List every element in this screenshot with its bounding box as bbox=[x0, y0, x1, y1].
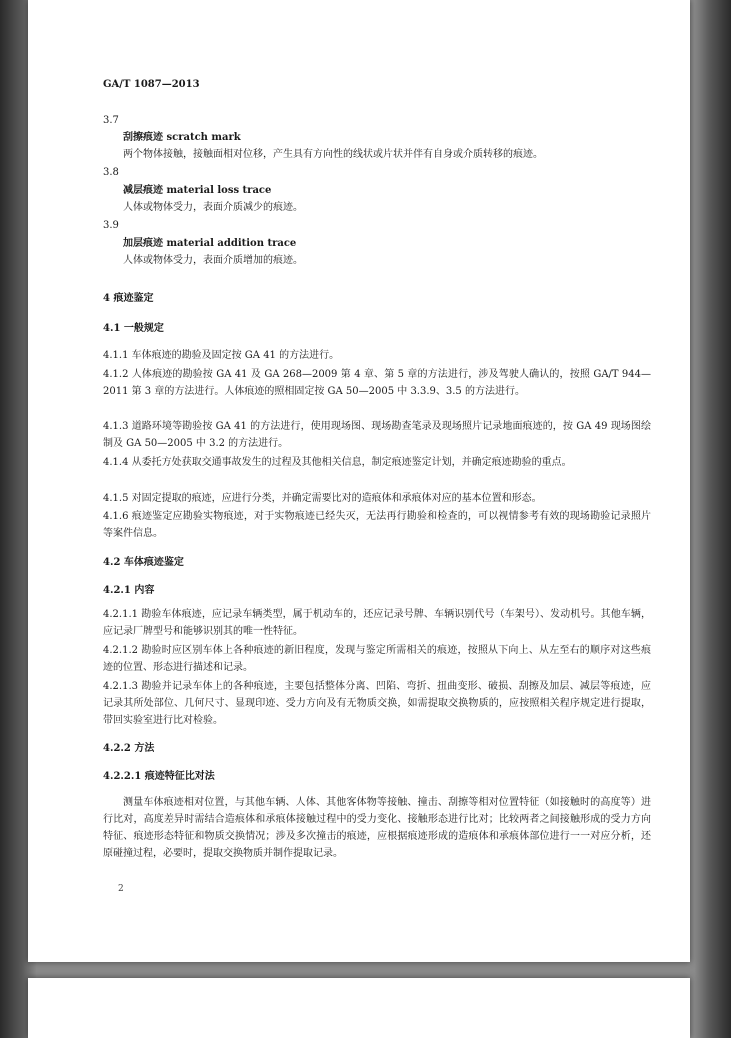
def-3-9-desc: 人体或物体受力，表面介质增加的痕迹。 bbox=[123, 255, 303, 266]
section-4-2-2-heading: 4.2.2 方法 bbox=[103, 743, 155, 754]
section-4-2-1-heading: 4.2.1 内容 bbox=[103, 585, 155, 596]
def-3-7-number: 3.7 bbox=[103, 115, 119, 126]
clause-4-1-6: 4.1.6 痕迹鉴定应勘验实物痕迹，对于实物痕迹已经失灭，无法再行勘验和检查的，可以视情参考有效的现场勘验记录照片等案件信息。 bbox=[103, 511, 651, 539]
clause-4-2-1-1: 4.2.1.1 勘验车体痕迹，应记录车辆类型，属于机动车的，还应记录号牌、车辆识别代号（车架号）、发动机号。其他车辆，应记录厂牌型号和能够识别其的唯一性特征。 bbox=[103, 609, 651, 637]
clause-4-1-1: 4.1.1 车体痕迹的勘验及固定按 GA 41 的方法进行。 bbox=[103, 350, 340, 361]
clause-4-2-1-2: 4.2.1.2 勘验时应区别车体上各种痕迹的新旧程度，发现与鉴定所需相关的痕迹，按照从下向上、从左至右的顺序对这些痕迹的位置、形态进行描述和记录。 bbox=[103, 645, 651, 673]
section-4-heading: 4 痕迹鉴定 bbox=[103, 293, 154, 304]
def-3-9-number: 3.9 bbox=[103, 220, 119, 231]
section-4-2-heading: 4.2 车体痕迹鉴定 bbox=[103, 557, 184, 568]
clause-4-2-1-3: 4.2.1.3 勘验并记录车体上的各种痕迹，主要包括整体分离、凹陷、弯折、扭曲变形、破损、刮擦及加层、减层等痕迹，应记录其所处部位、几何尺寸、显现印迹、受力方向及有无物质交换，如需提取交换物质的，应按照相关程序规定进行提取，带回实验室进行比对检验。 bbox=[103, 681, 651, 726]
clause-4-1-5: 4.1.5 对固定提取的痕迹，应进行分类，并确定需要比对的造痕体和承痕体对应的基本位置和形态。 bbox=[103, 493, 542, 504]
clause-4-1-4: 4.1.4 从委托方处获取交通事故发生的过程及其他相关信息，制定痕迹鉴定计划，并确定痕迹勘验的重点。 bbox=[103, 457, 572, 468]
section-4-1-heading: 4.1 一般规定 bbox=[103, 323, 164, 334]
document-header: GA/T 1087—2013 bbox=[103, 79, 200, 90]
document-page bbox=[28, 0, 690, 962]
clause-4-1-2: 4.1.2 人体痕迹的勘验按 GA 41 及 GA 268—2009 第 4 章、第 5 章的方法进行，涉及驾驶人确认的，按照 GA/T 944—2011 第 3 章的方法进行。人体痕迹的照相固定按 GA 50—2005 中 3.3.9、3.5 的方法进行。 bbox=[103, 369, 651, 397]
def-3-7-term: 刮擦痕迹 scratch mark bbox=[123, 132, 241, 143]
def-3-8-desc: 人体或物体受力，表面介质减少的痕迹。 bbox=[123, 202, 303, 213]
method-paragraph: 测量车体痕迹相对位置，与其他车辆、人体、其他客体物等接触、撞击、刮擦等相对位置特征（如接触时的高度等）进行比对，高度差异时需结合造痕体和承痕体接触过程中的受力变化、接触形态进行比对；比较两者之间接触形成的受力方向特征、痕迹形态特征和物质交换情况；涉及多次撞击的痕迹，应根据痕迹形成的造痕体和承痕体部位进行一一对应分析，还原碰撞过程，必要时，提取交换物质并制作提取记录。 bbox=[103, 797, 651, 859]
section-4-2-2-1-heading: 4.2.2.1 痕迹特征比对法 bbox=[103, 771, 215, 782]
def-3-9-term: 加层痕迹 material addition trace bbox=[123, 238, 297, 249]
next-page-edge bbox=[28, 978, 690, 1038]
page-number: 2 bbox=[118, 884, 124, 894]
def-3-8-number: 3.8 bbox=[103, 167, 119, 178]
clause-4-1-3: 4.1.3 道路环境等勘验按 GA 41 的方法进行，使用现场图、现场勘查笔录及现场照片记录地面痕迹的，按 GA 49 现场图绘制及 GA 50—2005 中 3.2 的方法进行。 bbox=[103, 421, 651, 449]
def-3-7-desc: 两个物体接触，接触面相对位移，产生具有方向性的线状或片状并伴有自身或介质转移的痕迹。 bbox=[123, 149, 543, 160]
def-3-8-term: 减层痕迹 material loss trace bbox=[123, 185, 272, 196]
